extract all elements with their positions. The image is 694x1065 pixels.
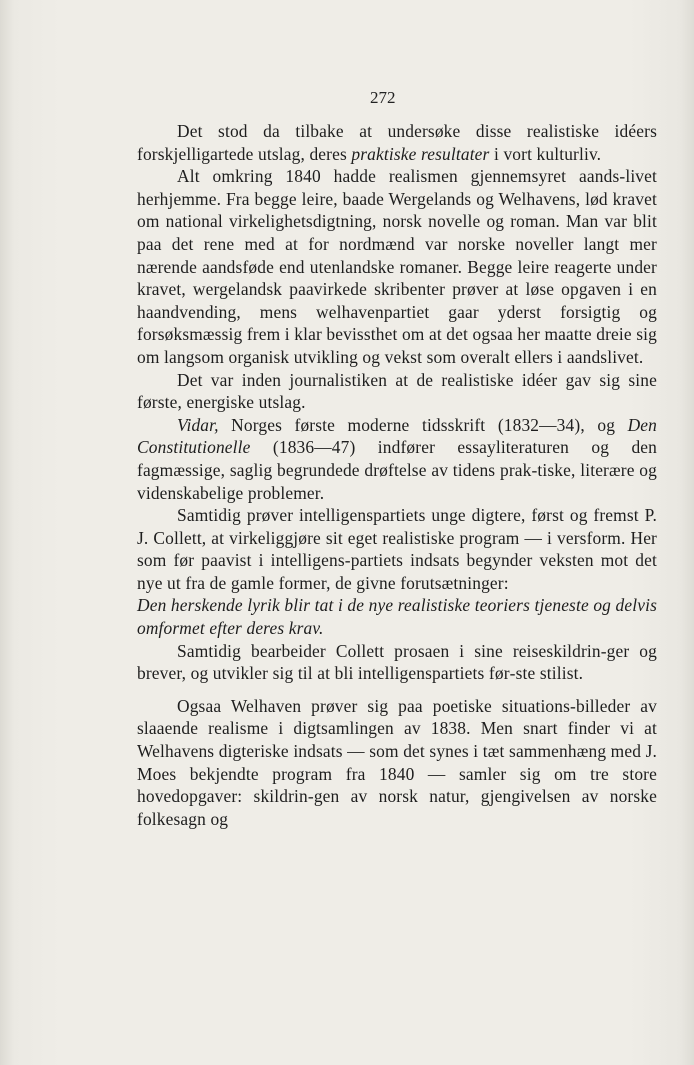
text-run: Ogsaa Welhaven prøver sig paa poetiske situations‑billeder av slaaende realisme i digtsamlingen av 1838. Men snart finder vi at Welhavens digteriske indsats — som det synes i tæt sammenhæng med J. Moes bekjendte program fra 1840 — samler sig om tre store hovedopgaver: skildrin‑gen av norsk natur, gjengivelsen av norske folkesagn og — [137, 695, 657, 829]
paragraph-2 — [137, 165, 657, 368]
text-run: Samtidig prøver intelligenspartiets unge digtere, først og fremst P. J. Collett, at virkeliggjøre sit eget realistiske program — i versform. Her som før paavist i intelligens‑partiets indsats begynder veksten mot det nye ut fra de gamle former, de givne forutsætninger: — [137, 505, 657, 593]
italic-text: Den Constitutionelle — [137, 414, 657, 458]
text-run: Det stod da tilbake at undersøke disse realistiske idéers forskjelligartede utslag, deres — [137, 121, 657, 164]
paragraph-3 — [137, 369, 657, 414]
page-number: 272 — [370, 88, 396, 107]
paragraph-1 — [137, 120, 657, 165]
paragraph-7 — [137, 640, 657, 685]
text-run: Norges første moderne tidsskrift (1832—34), og — [218, 414, 628, 435]
italic-text: praktiske resultater — [351, 143, 490, 164]
body-text — [137, 120, 657, 830]
paragraph-5 — [137, 504, 657, 594]
text-run: (1836—47) indfører essayliteraturen og den fagmæssige, saglig begrundede drøftelse av tidens prak‑tiske, literære og videnskabelige problemer. — [137, 437, 657, 503]
italic-text: Vidar, — [177, 414, 219, 435]
paragraph-8 — [137, 695, 657, 831]
text-run: Det var inden journalistiken at de realistiske idéer gav sig sine første, energiske utslag. — [137, 369, 657, 413]
text-run: Samtidig bearbeider Collett prosaen i sine reiseskildrin‑ger og brever, og utvikler sig til at bli intelligenspartiets før‑ste stilist. — [137, 640, 657, 684]
italic-text: Den herskende lyrik blir tat i de nye realistiske teoriers tjeneste og delvis omformet efter deres krav. — [137, 595, 657, 639]
paragraph-6-emphasis — [137, 594, 657, 639]
text-run: Alt omkring 1840 hadde realismen gjennemsyret aands‑livet herhjemme. Fra begge leire, baade Wergelands og Welhavens, lød kravet om national virkelighetsdigtning, norsk novelle og roman. Man var blit paa det rene med at for nordmænd var norske noveller langt mer nærende aandsføde end utenlandske romaner. Begge leire reagerte under kravet, wergelandsk paavirkede skribenter prøver at løse opgaven i en haandvending, mens welhavenpartiet gaar yderst forsigtig og forsøksmæssig frem i klar bevissthet om at det ogsaa her maatte dreie sig om langsom organisk utvikling og vekst som overalt ellers i aandslivet. — [137, 166, 657, 367]
paragraph-4 — [137, 414, 657, 504]
text-run: i vort kulturliv. — [489, 143, 602, 164]
